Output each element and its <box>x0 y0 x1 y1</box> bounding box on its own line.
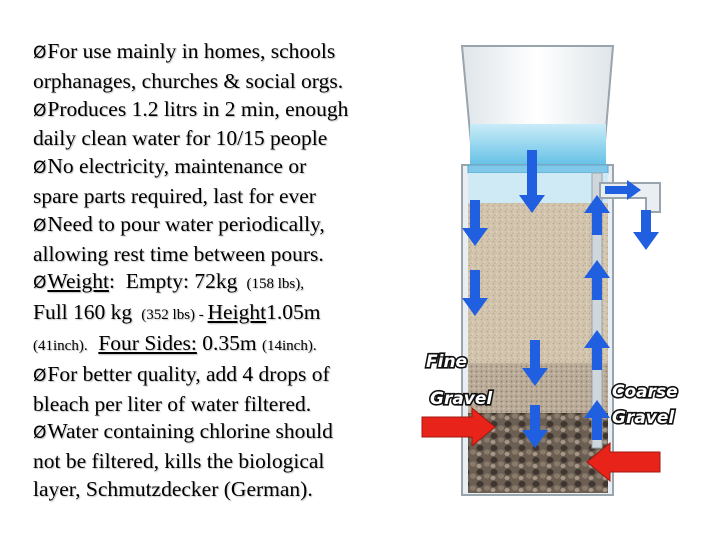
bullet-line: ØProduces 1.2 litrs in 2 min, enough <box>33 96 349 121</box>
sides-inch: (14inch). <box>262 337 317 354</box>
weight-empty: Empty: 72kg <box>114 269 243 294</box>
arrow-bullet-icon: Ø <box>33 423 47 444</box>
diffuser-plate <box>468 165 608 173</box>
text-line: orphanages, churches & social orgs. <box>33 68 344 93</box>
weight-full-lbs: (352 lbs) - <box>137 307 208 324</box>
description-text <box>33 38 403 504</box>
text-line: daily clean water for 10/15 people <box>33 126 328 151</box>
arrow-down-icon <box>633 210 659 250</box>
reservoir-water <box>470 124 606 166</box>
dimensions-line <box>33 330 403 361</box>
arrow-bullet-icon: Ø <box>33 215 47 236</box>
text-line: spare parts required, last for ever <box>33 183 316 208</box>
height-label: Height <box>207 300 267 325</box>
height-value: 1.05m <box>266 300 321 325</box>
weight-label: Weight <box>47 269 109 294</box>
text-line: not be filtered, kills the biological <box>33 449 325 474</box>
coarse-label: Coarse <box>612 382 678 402</box>
bullet-line: ØFor better quality, add 4 drops of <box>33 361 330 386</box>
arrow-bullet-icon: Ø <box>33 158 47 179</box>
height-inch: (41inch). <box>33 337 88 354</box>
sand-layer <box>468 203 608 363</box>
weight-full-line <box>33 299 403 330</box>
biosand-filter-diagram <box>400 35 720 515</box>
gravel-label: Gravel <box>430 389 493 409</box>
bullet-line: ØWater containing chlorine should <box>33 419 333 444</box>
text-line: layer, Schmutzdecker (German). <box>33 476 313 501</box>
text-line: allowing rest time between pours. <box>33 241 324 266</box>
sides-value: 0.35m <box>196 330 262 355</box>
coarse-gravel-label: Gravel <box>612 408 675 428</box>
bullet-line: ØNo electricity, maintenance or <box>33 154 307 179</box>
arrow-bullet-icon: Ø <box>33 365 47 386</box>
sides-label: Four Sides: <box>98 330 197 355</box>
weight-line: ØWeight: Empty: 72kg (158 lbs), <box>33 269 304 294</box>
arrow-bullet-icon: Ø <box>33 273 47 294</box>
arrow-bullet-icon: Ø <box>33 43 47 63</box>
bullet-line: ØFor use mainly in homes, schools <box>33 39 336 63</box>
text-line: bleach per liter of water filtered. <box>33 391 312 416</box>
fine-label: Fine <box>426 352 468 372</box>
bullet-line: ØNeed to pour water periodically, <box>33 211 325 236</box>
arrow-bullet-icon: Ø <box>33 100 47 121</box>
weight-full: Full 160 kg <box>33 300 138 325</box>
weight-empty-lbs: (158 lbs), <box>242 276 304 293</box>
